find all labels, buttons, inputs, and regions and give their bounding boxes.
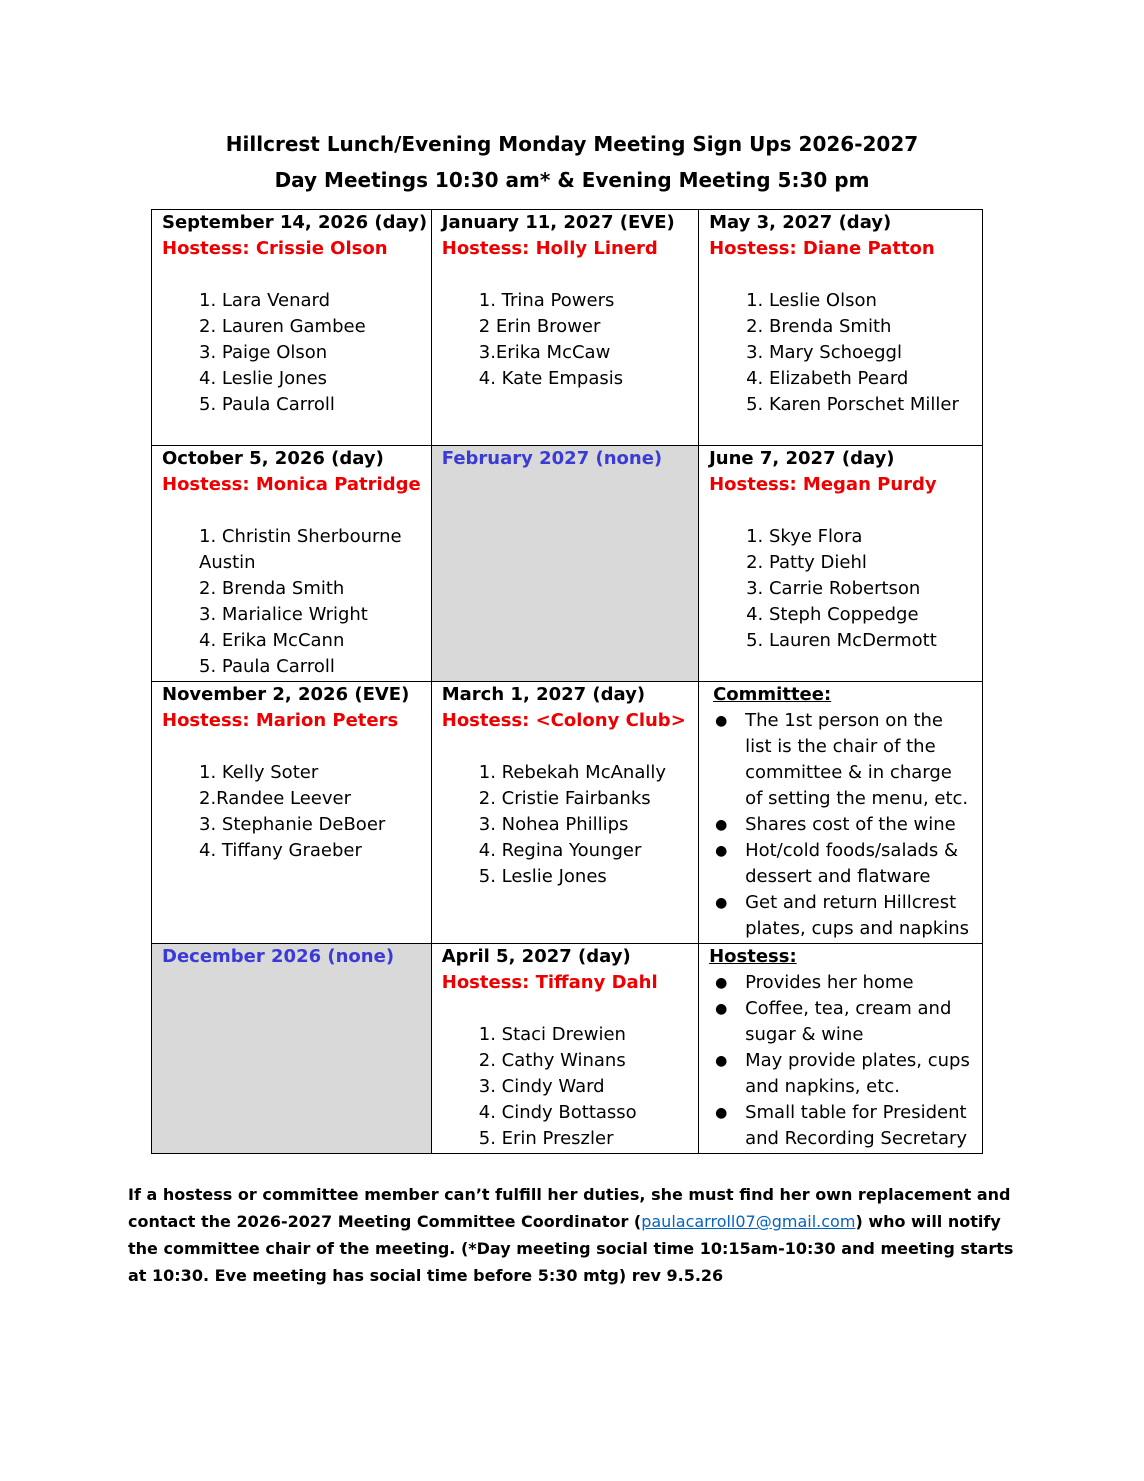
member-name: 4. Steph Coppedge (746, 604, 919, 625)
meeting-cell-mar (431, 682, 698, 944)
member-list (442, 1022, 698, 1152)
meeting-hostess: Hostess: Holly Linerd (441, 238, 658, 259)
meeting-date: October 5, 2026 (day) (162, 448, 384, 469)
member-list (442, 288, 698, 392)
member-list (162, 288, 431, 418)
member-name: 3. Mary Schoeggl (746, 342, 902, 363)
meeting-hostess: Hostess: Monica Patridge (162, 474, 421, 495)
duty-text: Coffee, tea, cream and sugar & wine (745, 998, 952, 1045)
member-name: 1. Leslie Olson (746, 290, 877, 311)
bullet-icon: ● (715, 713, 728, 729)
member-name: 5. Paula Carroll (199, 394, 335, 415)
meeting-hostess: Hostess: <Colony Club> (441, 710, 686, 731)
meeting-hostess: Hostess: Marion Peters (162, 710, 399, 731)
member-name: 2 Erin Brower (478, 316, 601, 337)
meeting-date: May 3, 2027 (day) (709, 212, 892, 233)
duty-text: Hot/cold foods/salads & dessert and flatware (745, 840, 959, 887)
meeting-date: April 5, 2027 (day) (441, 946, 631, 967)
duty-item (709, 1100, 982, 1152)
member-name: 3. Carrie Robertson (746, 578, 921, 599)
meeting-cell-apr (431, 944, 698, 1154)
meeting-date: September 14, 2026 (day) (162, 212, 428, 233)
coordinator-email-link[interactable]: paulacarroll07@gmail.com (641, 1212, 856, 1231)
member-name: 3. Cindy Ward (478, 1076, 605, 1097)
member-name: 4. Kate Empasis (478, 368, 624, 389)
duty-item (709, 708, 982, 812)
document-subtitle: Day Meetings 10:30 am* & Evening Meeting 5:30 pm (274, 168, 870, 192)
member-name: Austin (199, 552, 256, 573)
bullet-icon: ● (715, 1001, 728, 1017)
member-name: 5. Paula Carroll (199, 656, 335, 677)
meeting-cell-may (699, 210, 983, 446)
member-list (162, 760, 431, 864)
meeting-cell-feb-none (431, 446, 698, 682)
duty-item (709, 970, 982, 996)
member-name: 2. Patty Diehl (746, 552, 867, 573)
member-name: 1. Trina Powers (478, 290, 615, 311)
member-list (442, 760, 698, 890)
member-name: 4. Regina Younger (478, 840, 642, 861)
member-name: 1. Kelly Soter (199, 762, 319, 783)
meeting-cell-nov (152, 682, 432, 944)
duty-item (709, 838, 982, 890)
member-name: 5. Karen Porschet Miller (746, 394, 959, 415)
hostess-duties-cell (699, 944, 983, 1154)
duty-item (709, 812, 982, 838)
duty-text: Provides her home (745, 972, 914, 993)
no-meeting-label: February 2027 (none) (441, 448, 663, 469)
duty-text: Small table for President and Recording Secretary (745, 1102, 968, 1149)
meeting-cell-jun (699, 446, 983, 682)
footer-text-before: If a hostess or committee member can’t fulfill her duties, she must find her own replacement and contact the 2026-2027 Meeting Committee Coordinator ( (128, 1185, 1011, 1231)
committee-heading: Committee: (713, 684, 832, 705)
committee-duties-cell (699, 682, 983, 944)
member-name: 1. Skye Flora (746, 526, 863, 547)
member-list (162, 524, 431, 680)
meeting-date: January 11, 2027 (EVE) (441, 212, 675, 233)
meeting-cell-jan (431, 210, 698, 446)
member-name: 2. Brenda Smith (199, 578, 345, 599)
duty-item (709, 1048, 982, 1100)
member-list (709, 288, 982, 418)
meeting-date: November 2, 2026 (EVE) (162, 684, 410, 705)
member-name: 4. Tiffany Graeber (199, 840, 362, 861)
member-name: 5. Leslie Jones (478, 866, 607, 887)
meeting-hostess: Hostess: Diane Patton (709, 238, 935, 259)
member-name: 1. Staci Drewien (478, 1024, 626, 1045)
member-name: 1. Christin Sherbourne (199, 526, 402, 547)
document-title: Hillcrest Lunch/Evening Monday Meeting Sign Ups 2026-2027 (225, 132, 919, 156)
bullet-icon: ● (715, 1105, 728, 1121)
no-meeting-label: December 2026 (none) (162, 946, 395, 967)
member-name: 2.Randee Leever (199, 788, 352, 809)
meeting-date: March 1, 2027 (day) (441, 684, 646, 705)
meeting-cell-oct (152, 446, 432, 682)
member-name: 2. Cathy Winans (478, 1050, 626, 1071)
member-name: 3. Nohea Phillips (478, 814, 629, 835)
committee-duty-list (709, 708, 982, 942)
member-name: 1. Rebekah McAnally (478, 762, 667, 783)
duty-text: May provide plates, cups and napkins, etc. (745, 1050, 970, 1097)
member-name: 3. Marialice Wright (199, 604, 368, 625)
hostess-duty-list (709, 970, 982, 1152)
bullet-icon: ● (715, 817, 728, 833)
member-name: 3. Paige Olson (199, 342, 328, 363)
footer-note (128, 1181, 1018, 1289)
meeting-cell-dec-none (152, 944, 432, 1154)
member-name: 3.Erika McCaw (478, 342, 611, 363)
meeting-date: June 7, 2027 (day) (709, 448, 895, 469)
member-name: 2. Brenda Smith (746, 316, 892, 337)
member-name: 4. Leslie Jones (199, 368, 328, 389)
signup-table (151, 209, 983, 1154)
meeting-hostess: Hostess: Tiffany Dahl (441, 972, 658, 993)
member-name: 4. Elizabeth Peard (746, 368, 909, 389)
duty-item (709, 890, 982, 942)
duty-item (709, 996, 982, 1048)
meeting-hostess: Hostess: Crissie Olson (162, 238, 388, 259)
bullet-icon: ● (715, 843, 728, 859)
duty-text: Get and return Hillcrest plates, cups and napkins (745, 892, 969, 939)
meeting-cell-sep (152, 210, 432, 446)
member-list (709, 524, 982, 654)
member-name: 5. Lauren McDermott (746, 630, 937, 651)
member-name: 2. Cristie Fairbanks (478, 788, 651, 809)
member-name: 4. Erika McCann (199, 630, 345, 651)
bullet-icon: ● (715, 895, 728, 911)
bullet-icon: ● (715, 975, 728, 991)
duty-text: The 1st person on the list is the chair of the committee & in charge of setting the menu, etc. (745, 710, 969, 809)
member-name: 4. Cindy Bottasso (478, 1102, 637, 1123)
meeting-hostess: Hostess: Megan Purdy (709, 474, 937, 495)
member-name: 2. Lauren Gambee (199, 316, 366, 337)
member-name: 1. Lara Venard (199, 290, 331, 311)
member-name: 3. Stephanie DeBoer (199, 814, 386, 835)
bullet-icon: ● (715, 1053, 728, 1069)
member-name: 5. Erin Preszler (478, 1128, 614, 1149)
duty-text: Shares cost of the wine (745, 814, 956, 835)
footer-text-after: ) who will notify the committee chair of the meeting. (*Day meeting social time 10:15am-10:30 and meeting starts at 10:30. Eve meeting has social time before 5:30 mtg) rev 9.5.26 (128, 1212, 1014, 1285)
hostess-duties-heading: Hostess: (709, 946, 797, 967)
